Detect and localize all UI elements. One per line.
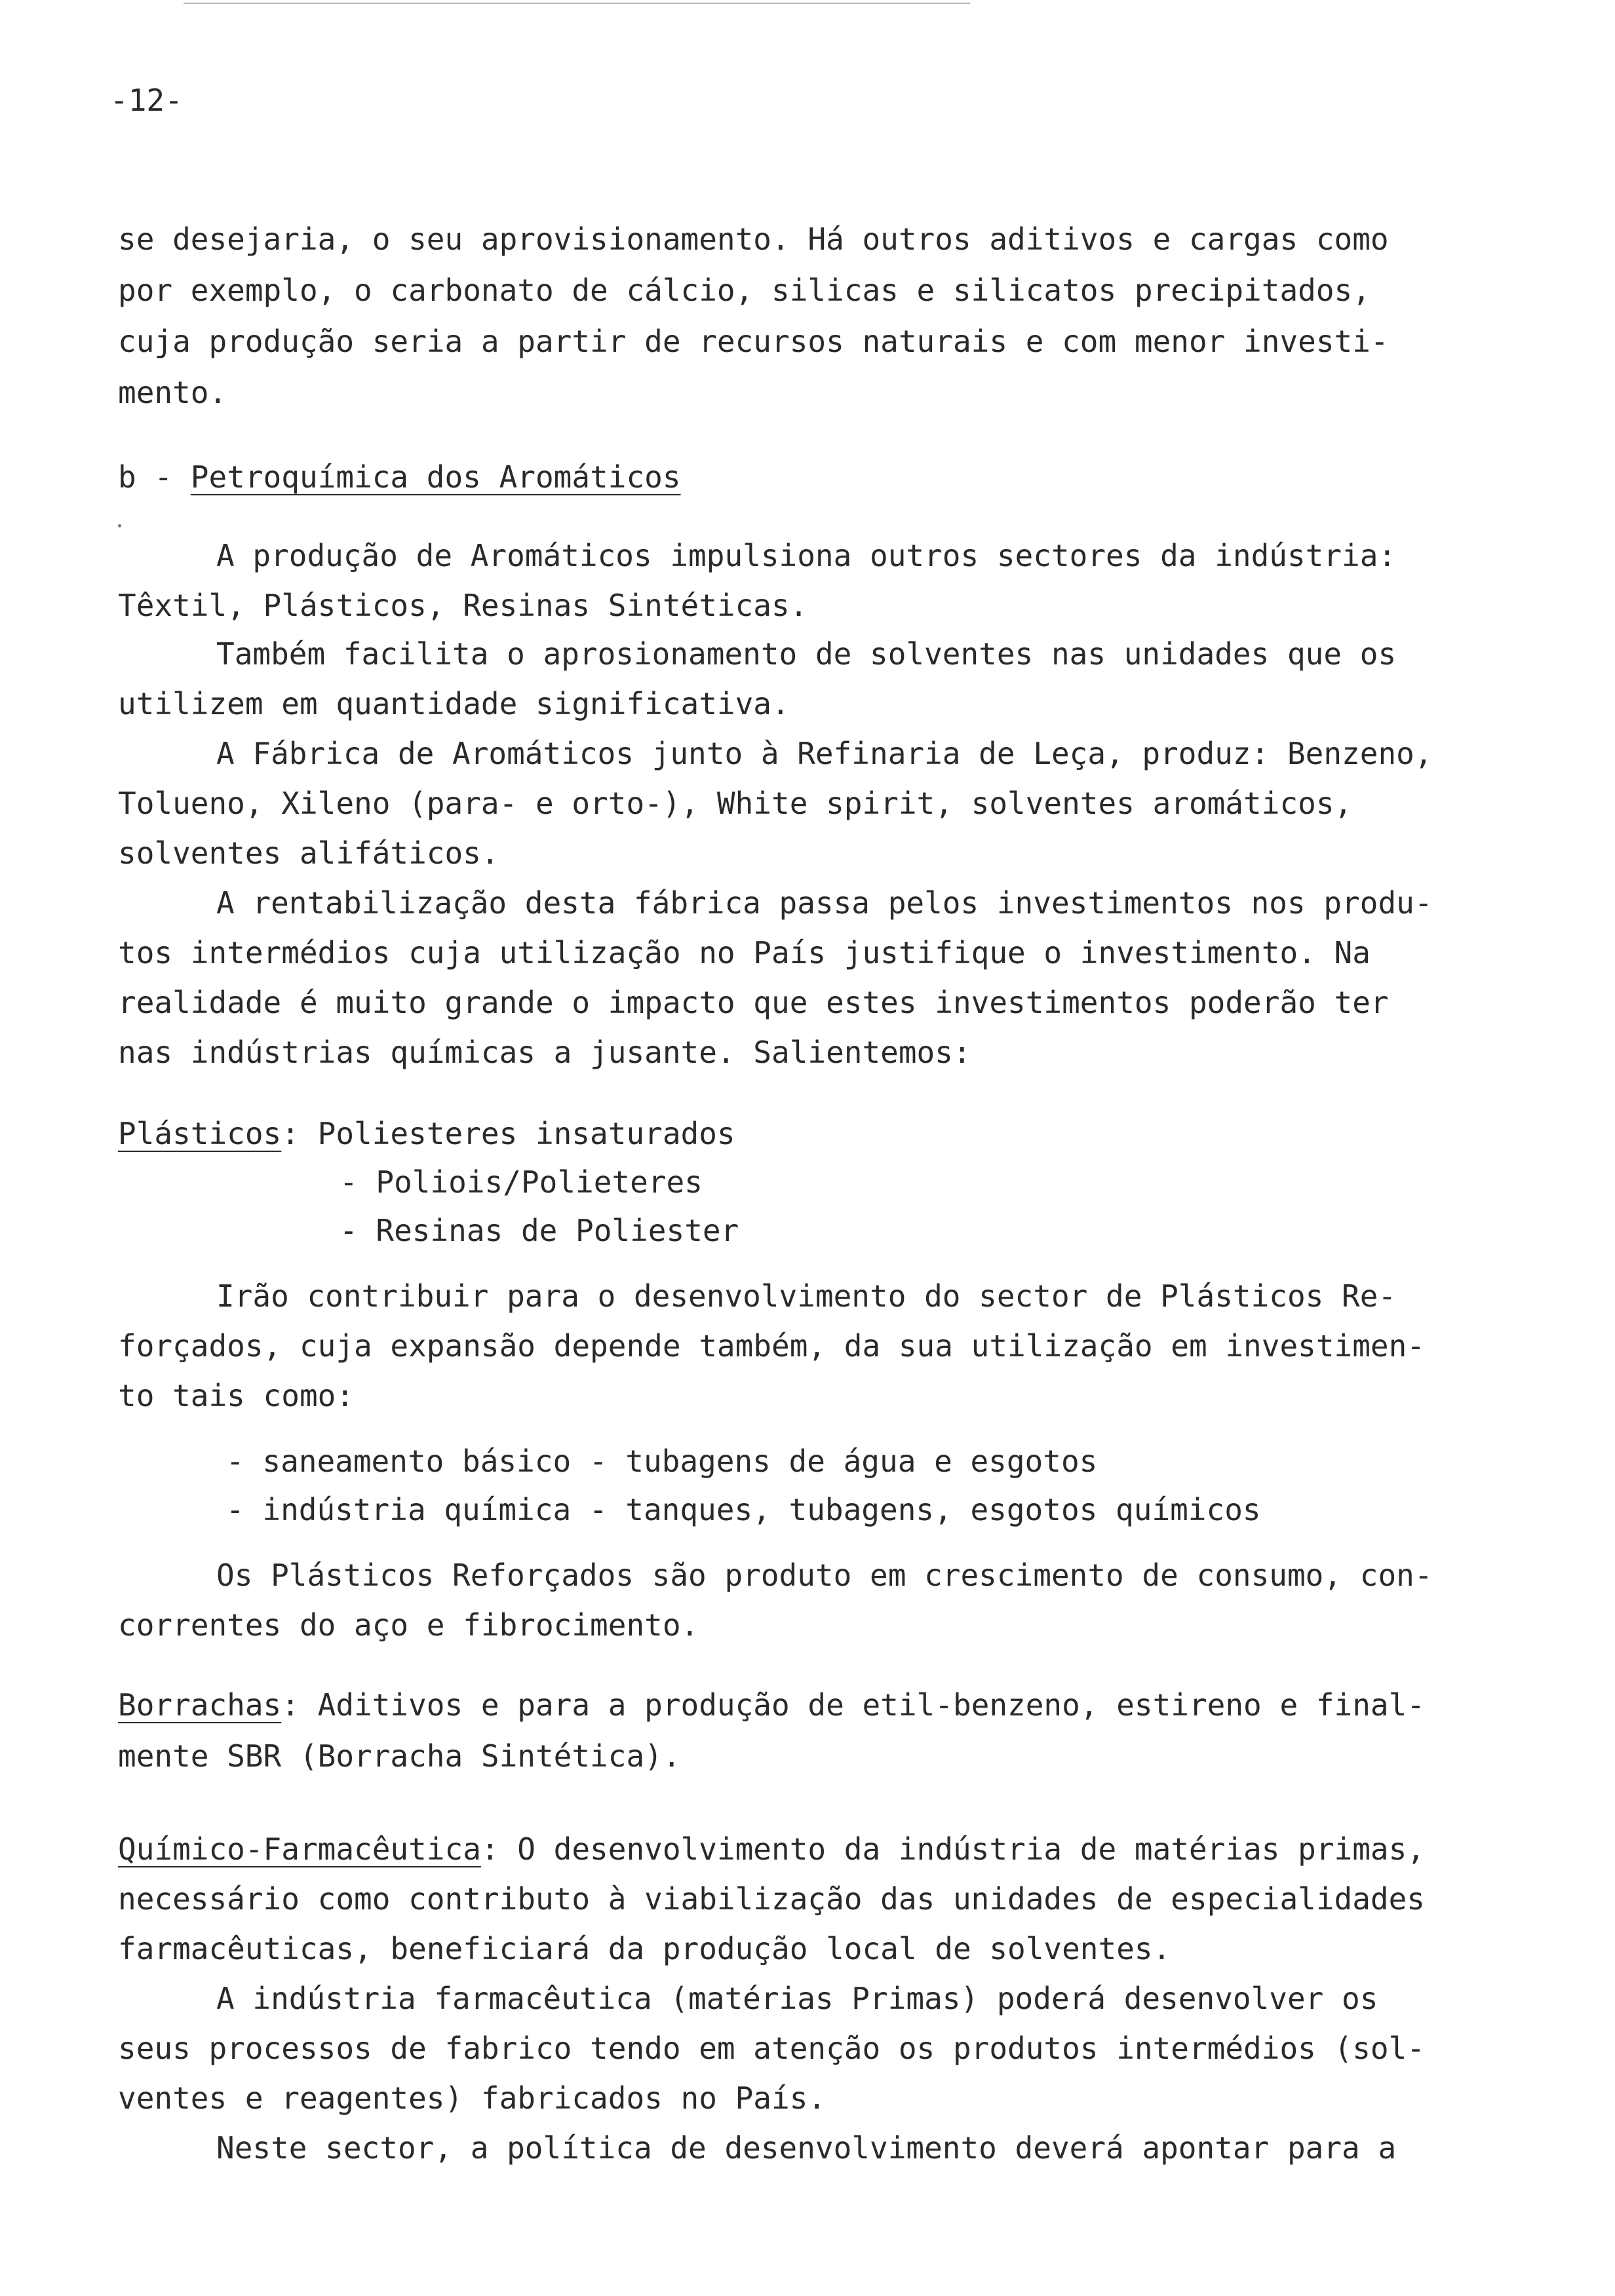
- paragraph-line: tos intermédios cuja utilização no País justifique o investimento. Na: [118, 935, 1371, 970]
- section-prefix: b -: [118, 459, 191, 495]
- paragraph-line: Neste sector, a política de desenvolvimento deverá apontar para a: [216, 2130, 1397, 2166]
- paragraph-line: mente SBR (Borracha Sintética).: [118, 1738, 681, 1774]
- quimico-text: : O desenvolvimento da indústria de matérias primas,: [480, 1831, 1425, 1867]
- paragraph-line: necessário como contributo à viabilização das unidades de especialidades: [118, 1881, 1425, 1917]
- plasticos-label: Plásticos: [118, 1116, 282, 1151]
- section-title: Petroquímica dos Aromáticos: [190, 459, 681, 495]
- plasticos-item: - Resinas de Poliester: [340, 1213, 739, 1248]
- borrachas-entry: [118, 1685, 1425, 1725]
- paragraph-line: A indústria farmacêutica (matérias Primas) poderá desenvolver os: [216, 1981, 1378, 2016]
- paragraph-line: A rentabilização desta fábrica passa pelos investimentos nos produ-: [216, 885, 1433, 921]
- quimico-label: Químico-Farmacêutica: [118, 1831, 481, 1867]
- paragraph-line: realidade é muito grande o impacto que estes investimentos poderão ter: [118, 985, 1389, 1020]
- paragraph-line: Também facilita o aprosionamento de solventes nas unidades que os: [216, 636, 1397, 672]
- paragraph-line: ventes e reagentes) fabricados no País.: [118, 2080, 827, 2116]
- paragraph-line: A Fábrica de Aromáticos junto à Refinaria de Leça, produz: Benzeno,: [216, 736, 1433, 771]
- paragraph-line: Tolueno, Xileno (para- e orto-), White spirit, solventes aromáticos,: [118, 786, 1353, 821]
- borrachas-label: Borrachas: [118, 1687, 282, 1723]
- text-line: mento.: [118, 375, 227, 410]
- borrachas-text: : Aditivos e para a produção de etil-benzeno, estireno e final-: [281, 1687, 1425, 1723]
- paragraph-line: Os Plásticos Reforçados são produto em crescimento de consumo, con-: [216, 1558, 1433, 1593]
- paragraph-line: to tais como:: [118, 1378, 355, 1413]
- text-line: se desejaria, o seu aprovisionamento. Há outros aditivos e cargas como: [118, 221, 1389, 257]
- paragraph-line: solventes alifáticos.: [118, 835, 499, 871]
- paragraph-line: Irão contribuir para o desenvolvimento do sector de Plásticos Re-: [216, 1278, 1397, 1314]
- bullet-item: - saneamento básico - tubagens de água e esgotos: [226, 1444, 1098, 1479]
- paragraph-line: farmacêuticas, beneficiará da produção local de solventes.: [118, 1931, 1171, 1966]
- plasticos-item: - Poliois/Polieteres: [340, 1164, 703, 1200]
- paragraph-line: nas indústrias químicas a jusante. Salientemos:: [118, 1035, 971, 1070]
- paragraph-line: forçados, cuja expansão depende também, da sua utilização em investimen-: [118, 1328, 1425, 1364]
- plasticos-entry: [118, 1114, 735, 1153]
- bullet-item: - indústria química - tanques, tubagens, esgotos químicos: [226, 1492, 1261, 1527]
- scan-speck: [118, 524, 121, 527]
- paragraph-line: utilizem em quantidade significativa.: [118, 686, 790, 721]
- paragraph-line: A produção de Aromáticos impulsiona outros sectores da indústria:: [216, 538, 1397, 573]
- paragraph-line: seus processos de fabrico tendo em atenção os produtos intermédios (sol-: [118, 2031, 1425, 2066]
- plasticos-first-item: : Poliesteres insaturados: [281, 1116, 735, 1151]
- text-line: por exemplo, o carbonato de cálcio, silicas e silicatos precipitados,: [118, 273, 1371, 308]
- quimico-entry: [118, 1829, 1425, 1869]
- section-heading: [118, 457, 681, 497]
- paragraph-line: correntes do aço e fibrocimento.: [118, 1607, 699, 1643]
- page-number: -12-: [110, 83, 183, 118]
- paragraph-line: Têxtil, Plásticos, Resinas Sintéticas.: [118, 588, 808, 623]
- text-line: cuja produção seria a partir de recursos naturais e com menor investi-: [118, 324, 1389, 359]
- scan-edge-line: [184, 3, 970, 4]
